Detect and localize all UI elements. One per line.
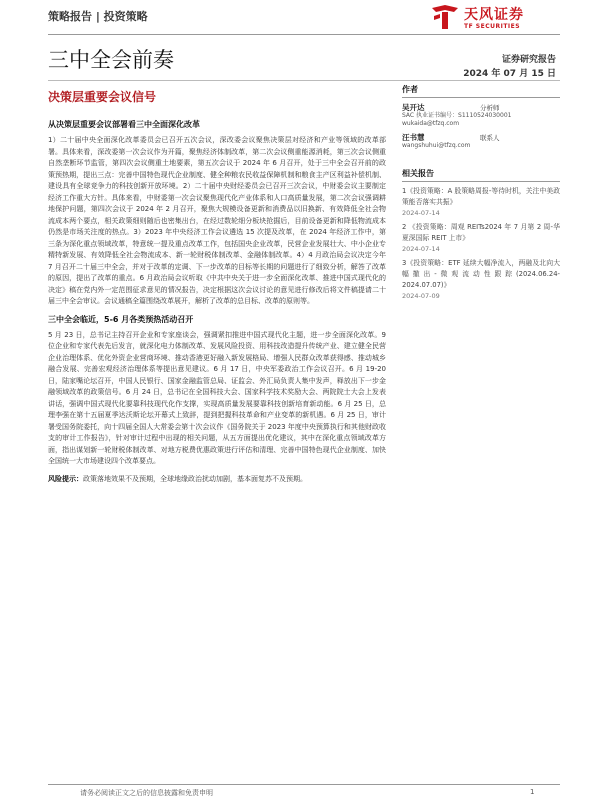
related-report-title[interactable]: 3《投资策略：ETF 延续大幅净流入，两融及北向大幅撤出-微观流动性跟踪(2024.06.24-2024.07.07)》 bbox=[402, 259, 560, 289]
related-report-item[interactable] bbox=[402, 258, 560, 301]
main-content bbox=[48, 119, 386, 485]
related-report-item[interactable] bbox=[402, 222, 560, 254]
related-report-date: 2024-07-14 bbox=[402, 209, 440, 217]
author-email[interactable]: wukaida@tfzq.com bbox=[402, 120, 460, 127]
sidebar bbox=[402, 84, 560, 305]
section-heading-2: 三中全会临近，5-6 月各类预热活动召开 bbox=[48, 314, 194, 324]
author-license: SAC 执业证书编号：S1110524030001 bbox=[402, 112, 512, 119]
section-paragraph-2: 5 月 23 日，总书记主持召开企业和专家座谈会，强调紧扣推进中国式现代化主题，进一步全面深化改革。9 位企业和专家代表先后发言，就深化电力体制改革、发展风险投资、用科技改造提升传统产业、建立健全民营企业治理体系、优化外资企业营商环境、推动香港更好融入新发展格局、增强人民群众改革获得感、推动城乡融合发展、完善宏观经济治理体系等提出意见建议。6 月 17 日，中央军委政治工作会议召开。6 月 19-20 日，陆家嘴论坛召开，中国人民银行、国家金融监管总局、证监会、外汇局负责人集中发声，释放出下一步金融领域改革的政策信号。6 月 24 日，总书记在全国科技大会、国家科学技术奖励大会、两院院士大会上发表讲话，强调中国式现代化要靠科技现代化作支撑，实现高质量发展要靠科技创新培育新动能。6 月 25 日，总理李强在第十五届夏季达沃斯论坛开幕式上致辞，提到把握科技革命和产业变革的新机遇。6 月 25 日，审计署受国务院委托，向十四届全国人大常委会第十次会议作《国务院关于 2023 年度中央预算执行和其他财政收支的审计工作报告》，针对审计过程中出现的相关问题，从五方面提出优化建议，其中在深化重点领域改革方面，指出谋划新一轮财税体制改革、对地方税费优惠政策进行评估和清理、完善中国特色现代企业制度、加快全国统一大市场建设四个改革要点。 bbox=[48, 330, 386, 465]
risk-text: 政策落地效果不及预期，全球地缘政治扰动加剧，基本面复苏不及预期。 bbox=[83, 474, 307, 483]
related-report-date: 2024-07-09 bbox=[402, 292, 440, 300]
author-email[interactable]: wangshuhui@tfzq.com bbox=[402, 142, 471, 149]
author-name: 吴开达 bbox=[402, 103, 425, 112]
section-heading-1: 从决策层重要会议部署看三中全面深化改革 bbox=[48, 120, 200, 129]
authors-heading: 作者 bbox=[402, 84, 560, 98]
risk-warning bbox=[48, 474, 386, 486]
related-report-date: 2024-07-14 bbox=[402, 245, 440, 253]
report-subtitle: 决策层重要会议信号 bbox=[48, 90, 157, 104]
related-report-item[interactable] bbox=[402, 186, 560, 218]
section-paragraph-1: 1）二十届中央全面深化改革委员会已召开五次会议，深改委会议聚焦决策层对经济和产业等领域的改革部署。具体来看，深改委第一次会议作为开篇，聚焦经济体制改革，第二次会议侧重能源消耗，第三次会议侧重自然垄断环节监管，第四次会议侧重土地要素，第五次会议于 2024 年 6 月召开，处于三中全会召开前的政策预热期，提出三点：完善中国特色现代企业制度、健全种粮农民收益保障机制和粮食主产区利益补偿机制、建设具有全球竞争力的科技创新开放环境。2）二十届中央财经委员会已召开三次会议，中财委会议主要制定经济工作重大方针。具体来看，中财委第一次会议聚焦现代化产业体系和人口高质量发展，第二次会议强调耕地保护问题，第四次会议于 2024 年 2 月召开，聚焦大规模设备更新和消费品以旧换新、有效降低全社会物流成本两个要点，相关政策细则随后也密集出台，在经过数轮细分板块抢掘后，目前设备更新和降低物流成本仍然是市场关注度的热点。3）2023 年中央经济工作会议遴选 15 次提及改革，在 2024 年经济工作中，第三条为深化重点领域改革，特意统一提及重点改革工作，包括国央企业改革，民营企业发展壮大、中小企业专精特新发展、有效降低全社会物流成本、新一轮财税体制改革、金融体制改革。4）4 月政治局会议决定今年 7 月召开二十届三中全会，并对于改革的定调、下一步改革的目标等长期的问题进行了细致分析，解答了改革的原因，提出了改革的重点。6 月政治局会议听取《中共中央关于进一步全面深化改革、推进中国式现代化的决定》稿在党内外一定范围征求意见的情况报告，决定根据这次会议讨论的意见进行修改后将文件稿提请二十届三中全会审议。会议通稿全篇围绕改革展开，解析了改革的总目标、改革的原则等。 bbox=[48, 136, 386, 305]
report-date: 2024 年 07 月 15 日 bbox=[463, 69, 556, 79]
author-name: 汪书慧 bbox=[402, 133, 425, 142]
related-heading: 相关报告 bbox=[402, 168, 560, 182]
title-divider bbox=[48, 80, 560, 81]
page-number: 1 bbox=[530, 788, 535, 796]
header-divider bbox=[48, 34, 560, 35]
footer-disclaimer: 请务必阅读正文之后的信息披露和免责申明 bbox=[80, 789, 213, 797]
related-report-title[interactable]: 1《投资策略：A 股策略周报-等待时机，关注中美政策能否落实共振》 bbox=[402, 187, 560, 206]
risk-label: 风险提示： bbox=[48, 474, 83, 483]
related-reports bbox=[402, 168, 560, 301]
logo-text-cn: 天风证券 bbox=[464, 7, 524, 23]
footer-divider bbox=[48, 784, 560, 785]
report-type: 证券研究报告 bbox=[501, 55, 556, 65]
page-title: 三中全会前奏 bbox=[48, 48, 174, 72]
related-report-title[interactable]: 2 《投资策略：周观 REITs2024 年 7 月第 2 周-华夏深国际 REIT 上市》 bbox=[402, 223, 560, 242]
report-category: 策略报告 | 投资策略 bbox=[48, 10, 148, 23]
author-role: 分析师 bbox=[480, 104, 500, 112]
logo-icon bbox=[430, 4, 460, 30]
author-card bbox=[402, 132, 560, 150]
author-card bbox=[402, 102, 560, 128]
logo-text-en: TF SECURITIES bbox=[464, 23, 521, 30]
author-role: 联系人 bbox=[480, 134, 500, 142]
